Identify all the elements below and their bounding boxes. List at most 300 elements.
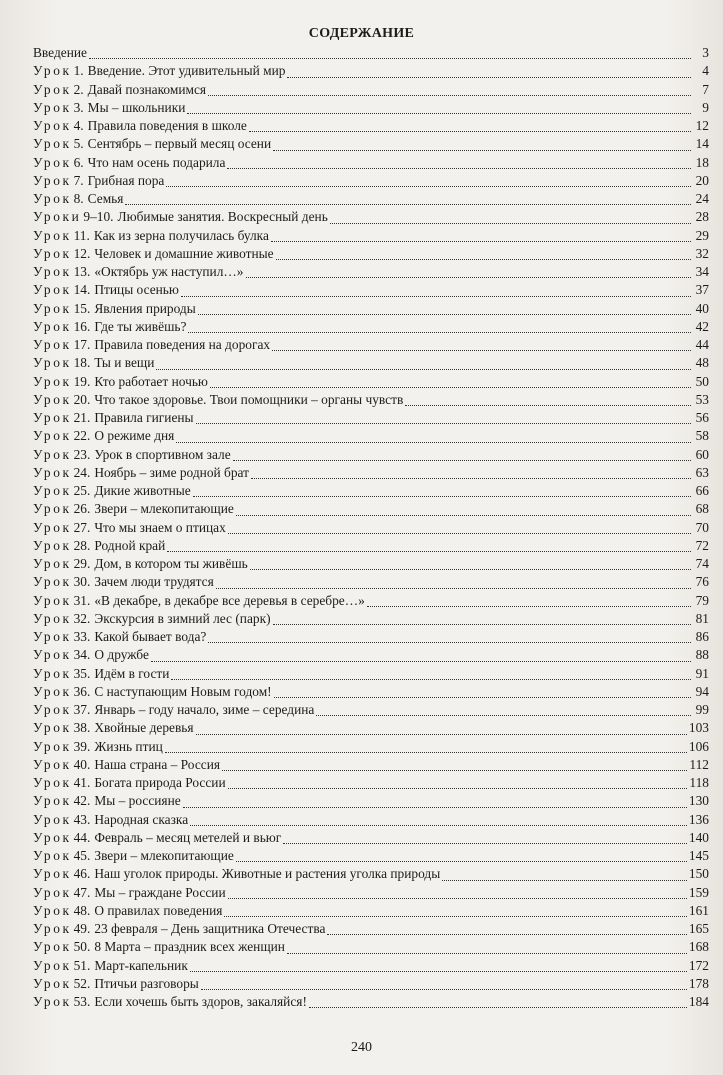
toc-entry-title: О дружбе xyxy=(94,647,149,663)
lesson-number: 4. xyxy=(73,118,84,133)
lesson-prefix: Урок xyxy=(33,410,72,425)
lesson-number: 38. xyxy=(73,720,91,736)
toc-entry-title: Март-капельник xyxy=(94,957,188,973)
toc-entry xyxy=(33,227,709,245)
lesson-number: 35. xyxy=(73,665,91,681)
lesson-number: 29. xyxy=(73,556,91,571)
toc-entry-page: 53 xyxy=(695,391,709,407)
toc-entry xyxy=(33,884,709,902)
dot-leader xyxy=(224,915,686,917)
toc-entry-page: 34 xyxy=(695,264,709,279)
toc-entry-page: 184 xyxy=(688,994,709,1009)
toc-entry xyxy=(33,99,709,117)
dot-leader xyxy=(273,623,691,625)
lesson-prefix: Урок xyxy=(33,501,72,517)
toc-entry-page: 9 xyxy=(702,99,709,115)
dot-leader xyxy=(198,313,691,315)
lesson-number: 34. xyxy=(73,647,91,663)
toc-entry xyxy=(33,172,709,190)
toc-entry-title: Народная сказка xyxy=(94,811,189,827)
lesson-prefix: Урок xyxy=(33,720,72,736)
toc-entry xyxy=(33,829,709,847)
toc-entry-title: Мы – школьники xyxy=(87,99,186,115)
toc-entry-title: Мы – россияне xyxy=(94,793,181,809)
dot-leader xyxy=(193,495,691,497)
dot-leader xyxy=(208,94,691,96)
lesson-number: 40. xyxy=(73,756,91,772)
toc-entry xyxy=(33,537,709,555)
lesson-number: 19. xyxy=(73,373,91,389)
lesson-prefix: Урок xyxy=(33,446,72,462)
lesson-prefix: Урок xyxy=(33,994,72,1009)
dot-leader xyxy=(283,842,687,844)
toc-entry-title: Давай познакомимся xyxy=(87,81,207,97)
toc-entry-title: Февраль – месяц метелей и вьюг xyxy=(94,829,282,845)
lesson-prefix: Урок xyxy=(33,264,72,279)
dot-leader xyxy=(171,678,691,680)
toc-entry xyxy=(33,336,709,354)
lesson-prefix: Урок xyxy=(33,811,72,827)
toc-entry-page: 168 xyxy=(688,939,709,955)
dot-leader xyxy=(156,368,691,370)
lesson-prefix: Урок xyxy=(33,355,72,371)
dot-leader xyxy=(222,769,687,771)
toc-entry-page: 20 xyxy=(695,172,709,188)
toc-entry xyxy=(33,446,709,464)
lesson-prefix: Урок xyxy=(33,227,72,243)
toc-entry xyxy=(33,573,709,591)
lesson-prefix: Урок xyxy=(33,902,72,918)
toc-entry-title: Хвойные деревья xyxy=(94,720,194,736)
toc-entry-page: 44 xyxy=(695,337,709,352)
dot-leader xyxy=(251,477,691,479)
toc-entry-page: 161 xyxy=(688,902,709,918)
lesson-prefix: Урок xyxy=(33,975,72,991)
lesson-number: 48. xyxy=(73,902,91,918)
dot-leader xyxy=(125,203,691,205)
toc-entry xyxy=(33,154,709,172)
lesson-number: 7. xyxy=(73,172,84,188)
toc-entry-page: 70 xyxy=(695,519,709,535)
lesson-number: 37. xyxy=(73,702,91,717)
toc-entry-title: 23 февраля – День защитника Отечества xyxy=(94,921,326,936)
dot-leader xyxy=(367,605,691,607)
dot-leader xyxy=(190,970,687,972)
toc-entry xyxy=(33,902,709,920)
toc-entry-title: Правила поведения на дорогах xyxy=(94,337,271,352)
toc-entry-page: 40 xyxy=(695,300,709,316)
lesson-number: 52. xyxy=(73,975,91,991)
toc-entry xyxy=(33,81,709,99)
toc-entry-page: 72 xyxy=(695,537,709,553)
dot-leader xyxy=(216,587,691,589)
toc-entry xyxy=(33,555,709,573)
toc-entry-title: Человек и домашние животные xyxy=(94,245,274,261)
toc-entry xyxy=(33,738,709,756)
lesson-prefix: Урок xyxy=(33,829,72,845)
toc-entry-page: 4 xyxy=(702,63,709,79)
toc-entry-page: 99 xyxy=(695,702,709,717)
dot-leader xyxy=(442,879,687,881)
dot-leader xyxy=(188,331,691,333)
toc-entry-page: 172 xyxy=(688,957,709,973)
dot-leader xyxy=(274,696,691,698)
toc-entry-title: Звери – млекопитающие xyxy=(94,501,234,517)
toc-entry-page: 18 xyxy=(695,154,709,170)
lesson-number: 21. xyxy=(73,410,91,425)
toc-entry-title: Дом, в котором ты живёшь xyxy=(94,556,248,571)
lesson-prefix: Урок xyxy=(33,154,72,170)
toc-entry xyxy=(33,719,709,737)
toc-entry-title: Богата природа России xyxy=(94,775,226,790)
lesson-number: 27. xyxy=(73,519,91,535)
lesson-number: 9–10. xyxy=(83,209,114,225)
toc-entry xyxy=(33,701,709,719)
lesson-number: 50. xyxy=(73,939,91,955)
dot-leader xyxy=(151,660,691,662)
dot-leader xyxy=(273,149,691,151)
dot-leader xyxy=(201,988,687,990)
lesson-prefix: Урок xyxy=(33,738,72,754)
toc-entry xyxy=(33,354,709,372)
toc-entry xyxy=(33,318,709,336)
toc-entry xyxy=(33,756,709,774)
lesson-prefix: Урок xyxy=(33,63,72,79)
lesson-prefix: Урок xyxy=(33,464,72,480)
toc-entry-title: Жизнь птиц xyxy=(94,738,163,754)
lesson-number: 15. xyxy=(73,300,91,316)
lesson-number: 13. xyxy=(73,264,91,279)
toc-entry-title: Птичьи разговоры xyxy=(94,975,199,991)
toc-entry xyxy=(33,847,709,865)
dot-leader xyxy=(250,568,691,570)
toc-entry-title: «В декабре, в декабре все деревья в серебре…» xyxy=(94,592,365,608)
toc-entry-title: Что мы знаем о птицах xyxy=(94,519,226,535)
lesson-number: 12. xyxy=(73,245,91,261)
lesson-number: 30. xyxy=(73,574,91,590)
toc-entry-title: Птицы осенью xyxy=(94,282,179,298)
toc-entry xyxy=(33,628,709,646)
page-number: 240 xyxy=(351,1040,372,1055)
lesson-number: 36. xyxy=(73,683,91,699)
toc-entry xyxy=(33,208,709,226)
toc-entry xyxy=(33,482,709,500)
toc-entry-page: 29 xyxy=(695,227,709,243)
toc-entry xyxy=(33,391,709,409)
lesson-prefix: Урок xyxy=(33,282,72,298)
toc-entry-title: Если хочешь быть здоров, закаляйся! xyxy=(94,994,307,1009)
toc-entry-page: 63 xyxy=(695,464,709,480)
lesson-number: 49. xyxy=(73,921,91,936)
lesson-prefix: Урок xyxy=(33,647,72,663)
dot-leader xyxy=(271,240,691,242)
lesson-number: 16. xyxy=(73,318,91,334)
dot-leader xyxy=(309,1006,687,1008)
lesson-prefix: Урок xyxy=(33,318,72,334)
toc-entry xyxy=(33,62,709,80)
toc-entry-page: 76 xyxy=(695,574,709,590)
lesson-number: 8. xyxy=(73,191,84,206)
toc-entry-page: 81 xyxy=(695,610,709,626)
toc-entry-page: 165 xyxy=(688,921,709,936)
dot-leader xyxy=(330,222,691,224)
lesson-number: 46. xyxy=(73,866,91,882)
lesson-prefix: Урок xyxy=(33,610,72,626)
lesson-prefix: Урок xyxy=(33,592,72,608)
dot-leader xyxy=(181,295,691,297)
lesson-number: 3. xyxy=(73,99,84,115)
lesson-prefix: Урок xyxy=(33,118,72,133)
lesson-prefix: Урок xyxy=(33,683,72,699)
dot-leader xyxy=(227,167,691,169)
dot-leader xyxy=(196,422,691,424)
lesson-number: 42. xyxy=(73,793,91,809)
toc-entry-title: Идём в гости xyxy=(94,665,170,681)
dot-leader xyxy=(167,550,691,552)
lesson-prefix: Урок xyxy=(33,172,72,188)
dot-leader xyxy=(405,404,691,406)
lesson-prefix: Урок xyxy=(33,921,72,936)
toc-entry-title: «Октябрь уж наступил…» xyxy=(94,264,244,279)
toc-entry-page: 42 xyxy=(695,318,709,334)
lesson-prefix: Урок xyxy=(33,136,72,152)
toc-entry xyxy=(33,190,709,208)
toc-entry xyxy=(33,610,709,628)
toc-entry-title: Наш уголок природы. Животные и растения уголка природы xyxy=(94,866,441,882)
lesson-number: 5. xyxy=(73,136,84,152)
dot-leader xyxy=(89,57,691,59)
toc-entry-page: 28 xyxy=(695,209,709,225)
dot-leader xyxy=(228,532,691,534)
toc-entry-page: 145 xyxy=(688,848,709,863)
dot-leader xyxy=(210,386,691,388)
lesson-prefix: Урок xyxy=(33,483,72,498)
dot-leader xyxy=(187,112,691,114)
page-title: СОДЕРЖАНИЕ xyxy=(308,26,415,41)
toc-entry-title: Любимые занятия. Воскресный день xyxy=(117,209,328,225)
lesson-prefix: Урок xyxy=(33,702,72,717)
lesson-prefix: Урок xyxy=(33,556,72,571)
toc-entry-page: 79 xyxy=(695,592,709,608)
lesson-number: 17. xyxy=(73,337,91,352)
toc-entry-title: Правила поведения в школе xyxy=(87,118,247,133)
lesson-number: 41. xyxy=(73,775,91,790)
dot-leader xyxy=(246,276,692,278)
toc-entry-title: Сентябрь – первый месяц осени xyxy=(87,136,272,152)
lesson-prefix: Урок xyxy=(33,884,72,900)
dot-leader xyxy=(236,860,687,862)
dot-leader xyxy=(316,714,691,716)
toc-entry xyxy=(33,592,709,610)
lesson-number: 2. xyxy=(73,81,84,97)
lesson-number: 1. xyxy=(73,63,84,79)
lesson-number: 31. xyxy=(73,592,91,608)
toc-entry-page: 159 xyxy=(688,884,709,900)
lesson-prefix: Урок xyxy=(33,939,72,955)
dot-leader xyxy=(228,787,688,789)
toc-entry-title: Январь – году начало, зиме – середина xyxy=(94,702,315,717)
toc-entry xyxy=(33,281,709,299)
toc-entry-title: О правилах поведения xyxy=(94,902,223,918)
toc-entry-title: Явления природы xyxy=(94,300,196,316)
lesson-prefix: Урок xyxy=(33,537,72,553)
lesson-prefix: Урок xyxy=(33,793,72,809)
toc-entry-title: Экскурсия в зимний лес (парк) xyxy=(94,610,271,626)
toc-entry-page: 150 xyxy=(688,866,709,882)
lesson-number: 25. xyxy=(73,483,91,498)
dot-leader xyxy=(236,514,691,516)
toc-entry-title: С наступающим Новым годом! xyxy=(94,683,272,699)
toc-entry-page: 130 xyxy=(688,793,709,809)
dot-leader xyxy=(287,76,691,78)
toc-entry xyxy=(33,975,709,993)
toc-entry-page: 86 xyxy=(695,629,709,644)
dot-leader xyxy=(190,824,687,826)
toc-entry xyxy=(33,792,709,810)
toc-entry-page: 66 xyxy=(695,483,709,498)
toc-entry-page: 56 xyxy=(695,410,709,425)
lesson-number: 18. xyxy=(73,355,91,371)
toc-entry-page: 12 xyxy=(695,118,709,133)
lesson-number: 45. xyxy=(73,848,91,863)
toc-entry-title: Как из зерна получилась булка xyxy=(93,227,269,243)
lesson-number: 24. xyxy=(73,464,91,480)
toc-entry-page: 140 xyxy=(688,829,709,845)
toc-entry xyxy=(33,519,709,537)
toc-entry xyxy=(33,665,709,683)
lesson-number: 6. xyxy=(73,154,84,170)
lesson-number: 26. xyxy=(73,501,91,517)
toc-entry-page: 74 xyxy=(695,556,709,571)
lesson-prefix: Уроки xyxy=(33,209,82,225)
toc-entry-title: Введение xyxy=(33,45,87,60)
dot-leader xyxy=(287,952,687,954)
toc-entry-page: 68 xyxy=(695,501,709,517)
lesson-number: 51. xyxy=(73,957,91,973)
toc-entry-page: 60 xyxy=(695,446,709,462)
lesson-prefix: Урок xyxy=(33,99,72,115)
lesson-number: 20. xyxy=(73,391,91,407)
toc-entry-title: 8 Марта – праздник всех женщин xyxy=(94,939,285,955)
lesson-number: 22. xyxy=(73,428,91,444)
dot-leader xyxy=(176,441,691,443)
dot-leader xyxy=(272,349,691,351)
lesson-number: 53. xyxy=(73,994,91,1009)
toc-entry xyxy=(33,920,709,938)
toc-entry-title: Введение. Этот удивительный мир xyxy=(87,63,286,79)
toc-entry-title: Грибная пора xyxy=(87,172,165,188)
toc-entry-title: Мы – граждане России xyxy=(94,884,226,900)
lesson-number: 11. xyxy=(73,227,90,243)
toc-entry xyxy=(33,811,709,829)
toc-entry-page: 136 xyxy=(688,811,709,827)
lesson-prefix: Урок xyxy=(33,300,72,316)
lesson-number: 23. xyxy=(73,446,91,462)
toc-entry-title: Ноябрь – зиме родной брат xyxy=(94,464,250,480)
toc-entry-page: 178 xyxy=(688,975,709,991)
toc-entry-title: Ты и вещи xyxy=(94,355,155,371)
toc-entry-title: Дикие животные xyxy=(94,483,191,498)
toc-entry-title: Наша страна – Россия xyxy=(94,756,221,772)
toc-entry-page: 106 xyxy=(688,738,709,754)
toc-entry xyxy=(33,427,709,445)
dot-leader xyxy=(165,751,687,753)
toc-entry xyxy=(33,938,709,956)
toc-entry-title: О режиме дня xyxy=(94,428,175,444)
dot-leader xyxy=(196,733,687,735)
toc-entry xyxy=(33,263,709,281)
toc-entry-page: 50 xyxy=(695,373,709,389)
toc-entry-page: 32 xyxy=(695,245,709,261)
toc-entry xyxy=(33,500,709,518)
lesson-prefix: Урок xyxy=(33,866,72,882)
lesson-prefix: Урок xyxy=(33,665,72,681)
lesson-prefix: Урок xyxy=(33,848,72,863)
dot-leader xyxy=(276,258,691,260)
toc-entry xyxy=(33,373,709,391)
toc-entry-title: Где ты живёшь? xyxy=(94,318,187,334)
toc-entry-page: 118 xyxy=(689,775,709,790)
lesson-number: 47. xyxy=(73,884,91,900)
toc-entry-page: 112 xyxy=(689,756,709,772)
toc-entry-title: Какой бывает вода? xyxy=(94,629,207,644)
toc-entry-page: 58 xyxy=(695,428,709,444)
toc-entry-title: Зачем люди трудятся xyxy=(94,574,214,590)
toc-entry-page: 88 xyxy=(695,647,709,663)
toc-entry-page: 14 xyxy=(695,136,709,152)
toc-entry xyxy=(33,245,709,263)
dot-leader xyxy=(228,897,687,899)
lesson-prefix: Урок xyxy=(33,519,72,535)
toc-entry xyxy=(33,117,709,135)
lesson-prefix: Урок xyxy=(33,245,72,261)
lesson-prefix: Урок xyxy=(33,775,72,790)
toc-entry-page: 24 xyxy=(695,191,709,206)
toc-entry xyxy=(33,865,709,883)
lesson-prefix: Урок xyxy=(33,81,72,97)
lesson-prefix: Урок xyxy=(33,629,72,644)
dot-leader xyxy=(249,130,691,132)
toc-entry-page: 94 xyxy=(695,683,709,699)
toc-entry-title: Звери – млекопитающие xyxy=(94,848,234,863)
dot-leader xyxy=(233,459,691,461)
lesson-prefix: Урок xyxy=(33,191,72,206)
lesson-number: 43. xyxy=(73,811,91,827)
toc-entry-title: Правила гигиены xyxy=(94,410,194,425)
toc-entry-page: 37 xyxy=(695,282,709,298)
dot-leader xyxy=(327,933,686,935)
toc-entry xyxy=(33,409,709,427)
lesson-prefix: Урок xyxy=(33,337,72,352)
toc-entry xyxy=(33,993,709,1011)
toc-entry-page: 91 xyxy=(695,665,709,681)
toc-entry-title: Кто работает ночью xyxy=(94,373,208,389)
toc-entry-page: 103 xyxy=(688,720,709,736)
lesson-number: 32. xyxy=(73,610,91,626)
toc-entry xyxy=(33,957,709,975)
toc-entry-page: 48 xyxy=(695,355,709,371)
lesson-number: 28. xyxy=(73,537,91,553)
lesson-number: 14. xyxy=(73,282,91,298)
toc-entry xyxy=(33,774,709,792)
toc-entry-title: Что нам осень подарила xyxy=(87,154,226,170)
toc-entry-title: Урок в спортивном зале xyxy=(94,446,231,462)
lesson-prefix: Урок xyxy=(33,756,72,772)
dot-leader xyxy=(183,806,687,808)
toc-entry xyxy=(33,646,709,664)
dot-leader xyxy=(208,641,691,643)
dot-leader xyxy=(166,185,691,187)
